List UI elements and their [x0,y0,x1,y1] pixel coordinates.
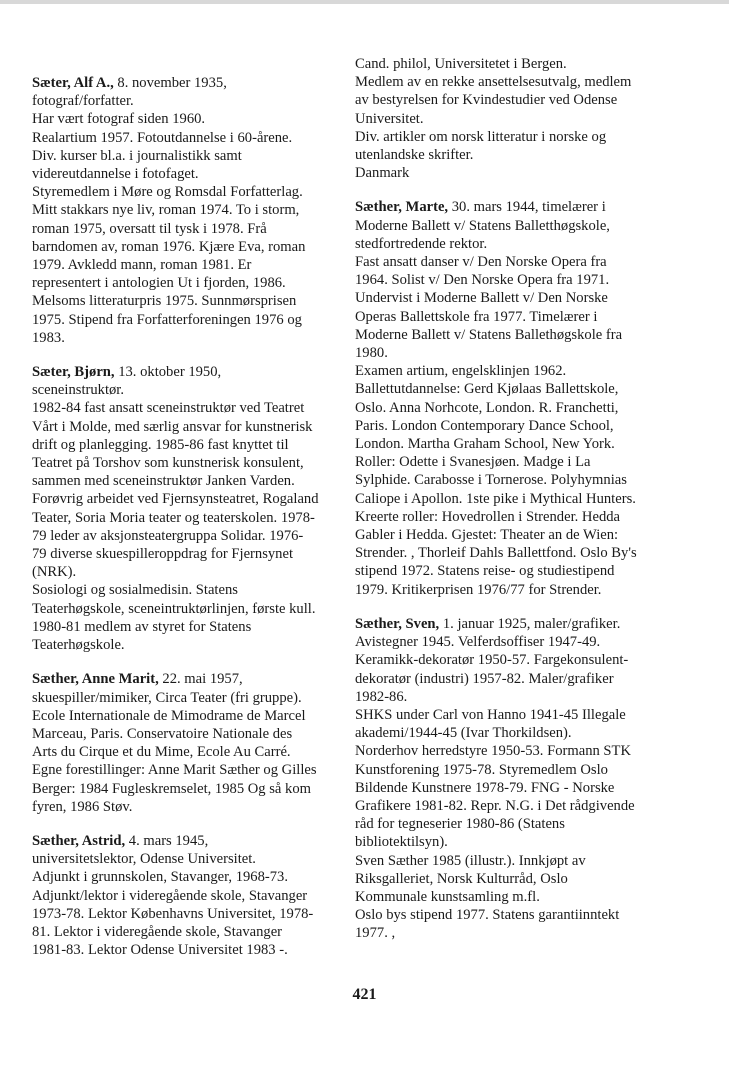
entry-line [32,256,352,274]
entry-line [355,235,655,253]
entry-line [32,311,352,329]
entry-text: 1977. , [355,925,396,942]
entry-line [355,833,655,851]
biography-entry [32,832,352,959]
entry-text: dekoratør (industri) 1957-82. Maler/grafiker [355,670,614,687]
entry-text: representert i antologien Ut i fjorden, 1986. [32,275,286,292]
entry-line [355,526,655,544]
entry-line [355,924,655,942]
entry-text: Gabler i Hedda. Gjestet: Theater an de Wien: [355,527,619,544]
entry-line [355,453,655,471]
entry-line [355,779,655,797]
entry-text: Oslo bys stipend 1977. Statens garantiinntekt [355,907,620,924]
entry-text: London. Martha Graham School, New York. [355,436,615,453]
entry-line [355,73,655,91]
entry-text: 1983. [32,329,65,346]
entry-line [32,110,352,128]
entry-name: Sæter, Alf A., [32,75,114,91]
entry-text: Teaterhøgskole. [32,637,125,654]
entry-line [355,471,655,489]
entry-text: akademi/1944-45 (Ivar Thorkildsen). [355,725,572,742]
entry-text: Grafikere 1981-82. Repr. N.G. i Det rådgivende [355,797,635,814]
entry-line [32,905,352,923]
entry-text: roman 1975, oversatt til tysk i 1978. Frå [32,220,267,237]
entry-text: Cand. philol, Universitetet i Bergen. [355,56,567,72]
biography-entry [355,55,655,182]
entry-text: Div. kurser bl.a. i journalistikk samt [32,147,242,164]
entry-text: Melsoms litteraturpris 1975. Sunnmørsprisen [32,293,297,310]
entry-line [355,581,655,599]
entry-text: sammen med sceneinstruktør Janken Varden. [32,473,295,490]
entry-text: Marceau, Paris. Conservatoire Nationale des [32,725,293,742]
entry-line [32,618,352,636]
entry-text: 1982-84 fast ansatt sceneinstruktør ved Teatret [32,400,305,417]
entry-text: sceneinstruktør. [32,382,125,399]
entry-text: Keramikk-dekoratør 1950-57. Fargekonsulent- [355,652,629,669]
entry-text: Teatret på Torshov som kunstnerisk konsulent, [32,455,304,472]
entry-line [32,670,352,688]
entry-text: Moderne Ballett v/ Statens Balletthøgskole, [355,217,610,234]
entry-text: Danmark [355,165,410,182]
entry-line [355,128,655,146]
entry-text: skuespiller/mimiker, Circa Teater (fri gruppe). [32,689,302,706]
entry-text: 4. mars 1945, [125,832,209,849]
entry-text: 79 diverse skuespilleroppdrag for Fjernsynet [32,546,294,563]
entry-text: Caliope i Apollon. 1ste pike i Mythical Hunters. [355,490,636,507]
entry-text: Div. artikler om norsk litteratur i norske og [355,128,607,145]
entry-line [32,850,352,868]
entry-text: Norderhov herredstyre 1950-53. Formann STK [355,743,632,760]
entry-line [32,274,352,292]
entry-text: Strender. , Thorleif Dahls Ballettfond. Oslo By's [355,545,637,562]
entry-text: Fast ansatt danser v/ Den Norske Opera fra [355,254,607,271]
entry-line [355,706,655,724]
entry-line [32,238,352,256]
entry-line [32,923,352,941]
entry-text: 1964. Solist v/ Den Norske Opera fra 1971. [355,272,610,289]
entry-line [32,581,352,599]
entry-text: universitetslektor, Odense Universitet. [32,851,256,868]
entry-line [32,183,352,201]
entry-line [32,527,352,545]
entry-line [355,562,655,580]
entry-text: barndomen av, roman 1976. Kjære Eva, roman [32,238,306,255]
entry-text: Realartium 1957. Fotoutdannelse i 60-årene. [32,129,293,146]
entry-line [355,815,655,833]
entry-line [32,381,352,399]
entry-text: Forøvrig arbeidet ved Fjernsynsteatret, Rogaland [32,491,319,508]
entry-text: 1982-86. [355,688,408,705]
entry-text: fotograf/forfatter. [32,93,134,110]
entry-line [32,887,352,905]
entry-line [355,217,655,235]
entry-line [355,289,655,307]
entry-text: Sosiologi og sosialmedisin. Statens [32,582,238,599]
entry-line [32,329,352,347]
entry-line [32,563,352,581]
entry-text: Avistegner 1945. Velferdsoffiser 1947-49. [355,634,601,651]
entry-text: 1979. Avkledd mann, roman 1981. Er [32,257,252,274]
entry-line [32,761,352,779]
entry-line [32,220,352,238]
left-column [32,74,352,975]
entry-line [355,615,655,633]
entry-text: (NRK). [32,564,77,581]
entry-line [32,743,352,761]
entry-line [355,435,655,453]
entry-text: 30. mars 1944, timelærer i [448,199,606,216]
entry-line [355,253,655,271]
entry-text: Kommunale kunstsamling m.fl. [355,888,540,905]
entry-line [355,688,655,706]
entry-line [32,454,352,472]
entry-line [355,198,655,216]
entry-text: Universitet. [355,110,424,127]
entry-line [355,761,655,779]
entry-text: Kreerte roller: Hovedrollen i Strender. Hedda [355,508,621,525]
entry-line [32,129,352,147]
entry-line [355,362,655,380]
entry-name: Sæther, Marte, [355,199,449,216]
entry-line [355,164,655,182]
entry-text: Adjunkt/lektor i videregående skole, Stavanger [32,887,308,904]
entry-line [32,490,352,508]
entry-text: bibliotektilsyn). [355,834,448,851]
entry-text: råd for tegneserier 1980-86 (Statens [355,816,565,833]
entry-line [355,508,655,526]
biography-entry [355,198,655,598]
entry-text: fyren, 1986 Støv. [32,798,133,815]
entry-line [32,941,352,959]
entry-line [355,670,655,688]
entry-text: Ecole Internationale de Mimodrame de Marcel [32,707,306,724]
entry-text: Teaterhøgskole, sceneintruktørlinjen, første kull. [32,600,316,617]
entry-line [355,906,655,924]
entry-text: 1980-81 medlem av styret for Statens [32,618,252,635]
entry-text: 1975. Stipend fra Forfatterforeningen 1976 og [32,311,302,328]
entry-line [355,110,655,128]
entry-line [355,651,655,669]
entry-line [355,417,655,435]
entry-text: SHKS under Carl von Hanno 1941-45 Illegale [355,706,626,723]
biography-entry [32,74,352,347]
entry-line [32,399,352,417]
entry-text: 22. mai 1957, [158,671,243,688]
entry-line [355,344,655,362]
biography-entry [32,670,352,816]
entry-line [32,509,352,527]
entry-line [355,742,655,760]
entry-text: 1. januar 1925, maler/grafiker. [439,615,621,632]
entry-name: Sæther, Sven, [355,615,440,632]
entry-text: 8. november 1935, [113,75,227,91]
entry-line [355,146,655,164]
biography-entry [32,363,352,654]
entry-text: Medlem av en rekke ansettelsesutvalg, medlem [355,74,632,91]
entry-line [32,436,352,454]
entry-text: Adjunkt i grunnskolen, Stavanger, 1968-73. [32,869,288,886]
entry-line [355,490,655,508]
entry-line [355,724,655,742]
entry-line [32,600,352,618]
entry-line [32,798,352,816]
entry-line [355,888,655,906]
entry-line [355,633,655,651]
entry-text: Arts du Cirque et du Mime, Ecole Au Carré. [32,744,291,761]
entry-line [32,780,352,798]
entry-text: av bestyrelsen for Kvindestudier ved Odense [355,92,618,109]
entry-text: videreutdannelse i fotofaget. [32,166,199,183]
entry-text: 1980. [355,345,388,362]
entry-text: Bildende Kunstnere 1978-79. FNG - Norske [355,779,615,796]
entry-line [32,363,352,381]
page-number: 421 [352,986,377,1003]
entry-line [32,147,352,165]
entry-text: 81. Lektor i videregående skole, Stavanger [32,923,283,940]
entry-line [355,55,655,73]
entry-line [355,308,655,326]
entry-text: Teater, Soria Moria teater og teaterskolen. 1978- [32,509,315,526]
entry-text: Styremedlem i Møre og Romsdal Forfatterlag. [32,184,303,201]
entry-line [32,636,352,654]
entry-text: Sylphide. Carabosse i Tornerose. Polyhymnias [355,472,627,489]
entry-text: Undervist i Moderne Ballett v/ Den Norske [355,290,608,307]
entry-text: Berger: 1984 Fugleskremselet, 1985 Og så kom [32,780,311,797]
entry-line [355,380,655,398]
entry-text: drift og planlegging. 1985-86 fast knyttet til [32,436,289,453]
entry-text: 1981-83. Lektor Odense Universitet 1983 -. [32,942,288,959]
entry-text: Sven Sæther 1985 (illustr.). Innkjøpt av [355,852,586,869]
entry-text: stipend 1972. Statens reise- og studiestipend [355,563,615,580]
scan-edge [0,0,729,4]
entry-line [355,326,655,344]
entry-text: stedfortredende rektor. [355,235,488,252]
entry-text: Ballettutdannelse: Gerd Kjølaas Ballettskole, [355,381,619,398]
entry-line [32,545,352,563]
entry-text: utenlandske skrifter. [355,147,474,164]
entry-text: Moderne Ballett v/ Statens Ballethøgskole fra [355,326,623,343]
entry-line [355,797,655,815]
entry-line [32,92,352,110]
entry-line [355,271,655,289]
entry-text: Roller: Odette i Svanesjøen. Madge i La [355,454,591,471]
entry-line [32,292,352,310]
entry-text: Riksgalleriet, Norsk Kulturråd, Oslo [355,870,568,887]
entry-line [355,399,655,417]
entry-line [32,707,352,725]
entry-name: Sæther, Astrid, [32,832,126,849]
entry-name: Sæther, Anne Marit, [32,671,159,688]
entry-line [355,91,655,109]
entry-line [32,472,352,490]
entry-line [355,870,655,888]
entry-name: Sæter, Bjørn, [32,364,115,381]
entry-text: Operas Ballettskole fra 1977. Timelærer i [355,308,598,325]
entry-text: Mitt stakkars nye liv, roman 1974. To i storm, [32,202,300,219]
entry-text: Examen artium, engelsklinjen 1962. [355,363,567,380]
entry-line [32,201,352,219]
entry-text: Paris. London Contemporary Dance School, [355,417,614,434]
entry-text: Egne forestillinger: Anne Marit Sæther og Gilles [32,762,317,779]
biography-entry [355,615,655,943]
entry-text: 13. oktober 1950, [114,364,222,381]
entry-line [32,689,352,707]
entry-text: 1979. Kritikerprisen 1976/77 for Strender. [355,581,602,598]
entry-line [32,74,352,92]
entry-line [32,725,352,743]
entry-text: 79 leder av aksjonsteatergruppa Solidar. 1976- [32,527,304,544]
entry-text: 1973-78. Lektor Københavns Universitet, 1978- [32,905,314,922]
entry-line [32,832,352,850]
entry-line [355,852,655,870]
entry-line [32,868,352,886]
entry-line [355,544,655,562]
entry-text: Oslo. Anna Norhcote, London. R. Franchetti, [355,399,619,416]
entry-line [32,165,352,183]
right-column [355,55,655,959]
entry-text: Vårt i Molde, med særlig ansvar for kunstnerisk [32,418,313,435]
entry-text: Har vært fotograf siden 1960. [32,111,206,128]
entry-line [32,418,352,436]
entry-text: Kunstforening 1975-78. Styremedlem Oslo [355,761,608,778]
